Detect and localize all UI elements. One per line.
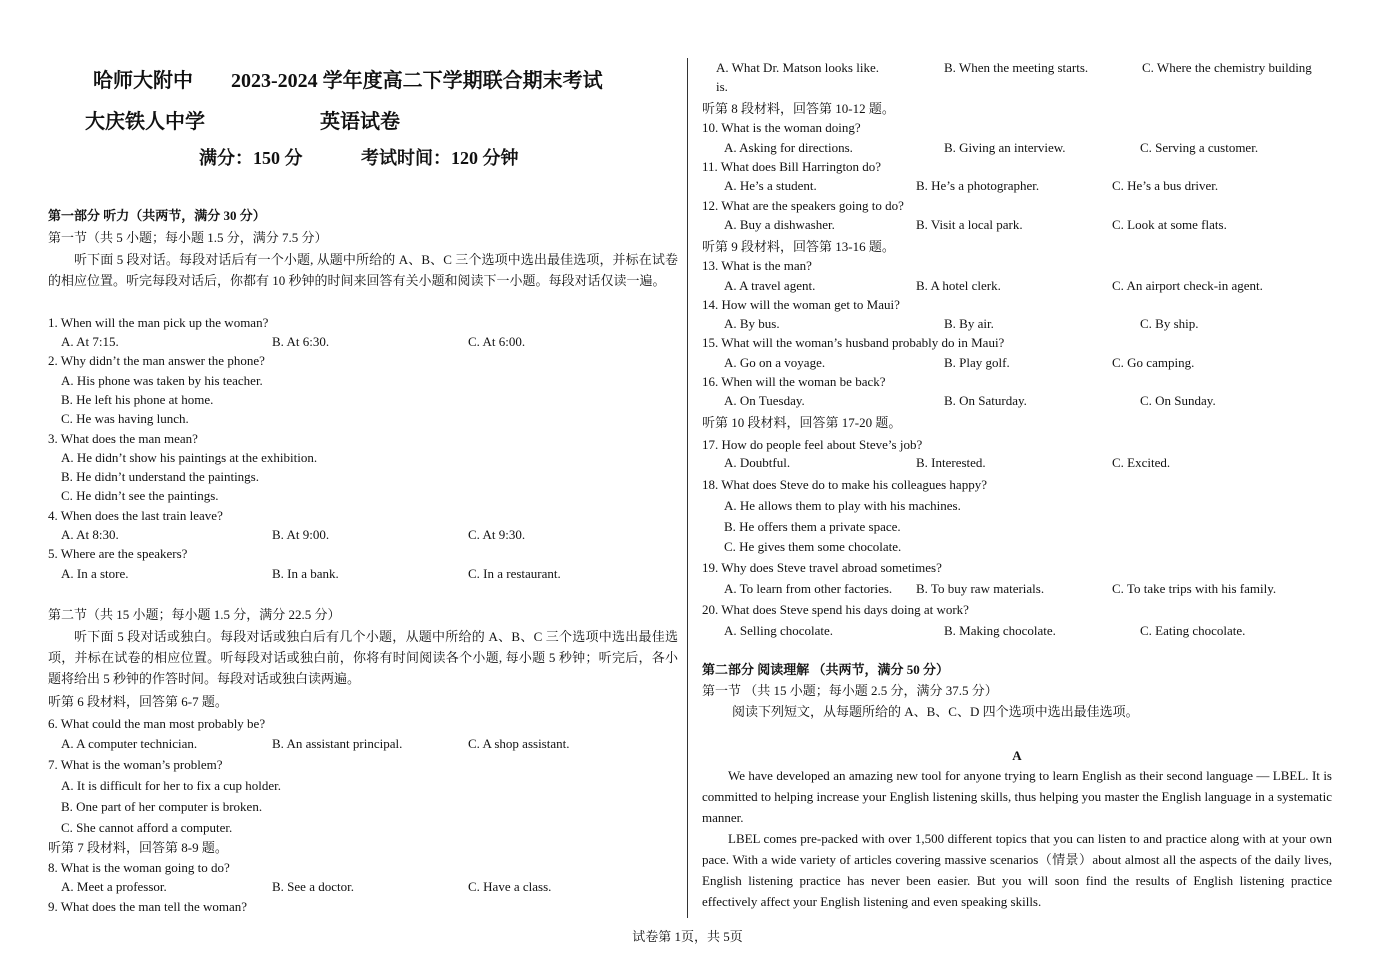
q1-stem: 1. When will the man pick up the woman?	[48, 315, 269, 330]
q13-stem: 13. What is the man?	[702, 258, 812, 273]
q4-option-b: B. At 9:00.	[272, 527, 330, 542]
q13-option-a: A. A travel agent.	[724, 278, 816, 293]
q17-stem: 17. How do people feel about Steve’s job?	[702, 437, 923, 452]
q16-stem: 16. When will the woman be back?	[702, 374, 886, 389]
q19-option-c: C. To take trips with his family.	[1112, 581, 1277, 596]
q14-stem: 14. How will the woman get to Maui?	[702, 297, 900, 312]
q10-option-b: B. Giving an interview.	[944, 140, 1066, 155]
material-7-label: 听第 7 段材料，回答第 8-9 题。	[48, 840, 228, 855]
q14-option-b: B. By air.	[944, 316, 994, 331]
q5-option-c: C. In a restaurant.	[468, 566, 561, 581]
q1-option-c: C. At 6:00.	[468, 334, 526, 349]
q8-option-c: C. Have a class.	[468, 879, 552, 894]
q3-stem: 3. What does the man mean?	[48, 431, 198, 446]
q11-stem: 11. What does Bill Harrington do?	[702, 159, 882, 174]
q1-option-b: B. At 6:30.	[272, 334, 330, 349]
q20-option-a: A. Selling chocolate.	[724, 623, 834, 638]
q15-option-b: B. Play golf.	[944, 355, 1010, 370]
q16-option-b: B. On Saturday.	[944, 393, 1027, 408]
part1-section2-instructions: 听下面 5 段对话或独白。每段对话或独白后有几个小题，从题中所给的 A、B、C 三个选项中选出最佳选项，并标在试卷的相应位置。听每段对话或独白前，你将有时间阅读各个小题, 每小题 5 秒钟；听完后，各小题将给出 5 秒钟的作答时间。每段对话或独白读两遍。	[48, 629, 678, 686]
material-9-label: 听第 9 段材料，回答第 13-16 题。	[702, 239, 895, 254]
q8-option-a: A. Meet a professor.	[61, 879, 167, 894]
q12-option-c: C. Look at some flats.	[1112, 217, 1227, 232]
q6-option-b: B. An assistant principal.	[272, 736, 403, 751]
q16-option-c: C. On Sunday.	[1140, 393, 1216, 408]
q10-stem: 10. What is the woman doing?	[702, 120, 861, 135]
q9-option-b: B. When the meeting starts.	[944, 60, 1089, 75]
q15-option-a: A. Go on a voyage.	[724, 355, 826, 370]
q13-option-c: C. An airport check-in agent.	[1112, 278, 1263, 293]
q20-stem: 20. What does Steve spend his days doing at work?	[702, 602, 969, 617]
school-name-2: 大庆铁人中学	[85, 111, 205, 133]
q3-option-c: C. He didn’t see the paintings.	[61, 488, 219, 503]
q17-option-c: C. Excited.	[1112, 455, 1171, 470]
q16-option-a: A. On Tuesday.	[724, 393, 805, 408]
q18-stem: 18. What does Steve do to make his colleagues happy?	[702, 477, 987, 492]
q6-option-c: C. A shop assistant.	[468, 736, 570, 751]
total-score: 满分：150 分	[199, 148, 303, 168]
q11-option-c: C. He’s a bus driver.	[1112, 178, 1219, 193]
q10-option-c: C. Serving a customer.	[1140, 140, 1259, 155]
part2-title: 第二部分 阅读理解 （共两节，满分 50 分）	[702, 662, 950, 677]
q19-option-a: A. To learn from other factories.	[724, 581, 893, 596]
part2-section1-title: 第一节 （共 15 小题；每小题 2.5 分，满分 37.5 分）	[702, 683, 998, 698]
q12-option-a: A. Buy a dishwasher.	[724, 217, 835, 232]
page-footer: 试卷第 1页，共 5页	[632, 929, 743, 944]
passage-a-paragraph-2: LBEL comes pre-packed with over 1,500 different topics that you can listen to and practice along with at your own pace. With a wide variety of articles covering massive scenarios（情景）about almost all the aspects of the daily lives, English listening practice has never been easier. But you will soon find the results of English listening practice effectively affect your English listening and even speaking skills.	[702, 831, 1332, 909]
q7-stem: 7. What is the woman’s problem?	[48, 757, 223, 772]
q10-option-a: A. Asking for directions.	[724, 140, 853, 155]
q8-option-b: B. See a doctor.	[272, 879, 354, 894]
q19-stem: 19. Why does Steve travel abroad sometimes?	[702, 560, 942, 575]
q9-option-c: C. Where the chemistry building	[1142, 60, 1312, 75]
material-6-label: 听第 6 段材料，回答第 6-7 题。	[48, 694, 228, 709]
q2-option-c: C. He was having lunch.	[61, 411, 189, 426]
part1-title: 第一部分 听力（共两节，满分 30 分）	[48, 208, 266, 223]
q4-option-a: A. At 8:30.	[61, 527, 119, 542]
q7-option-a: A. It is difficult for her to fix a cup holder.	[61, 778, 281, 793]
q6-stem: 6. What could the man most probably be?	[48, 716, 266, 731]
q19-option-b: B. To buy raw materials.	[916, 581, 1045, 596]
q15-option-c: C. Go camping.	[1112, 355, 1195, 370]
q9-option-c-wrap: is.	[716, 79, 728, 94]
q20-option-c: C. Eating chocolate.	[1140, 623, 1246, 638]
q11-option-a: A. He’s a student.	[724, 178, 817, 193]
exam-duration: 考试时间：120 分钟	[361, 148, 519, 168]
q2-option-a: A. His phone was taken by his teacher.	[61, 373, 263, 388]
school-name-1: 哈师大附中	[93, 70, 193, 92]
q5-option-b: B. In a bank.	[272, 566, 339, 581]
q17-option-a: A. Doubtful.	[724, 455, 791, 470]
q13-option-b: B. A hotel clerk.	[916, 278, 1001, 293]
q5-option-a: A. In a store.	[61, 566, 129, 581]
q9-stem: 9. What does the man tell the woman?	[48, 899, 248, 914]
q12-stem: 12. What are the speakers going to do?	[702, 198, 904, 213]
q6-option-a: A. A computer technician.	[61, 736, 198, 751]
q14-option-c: C. By ship.	[1140, 316, 1199, 331]
q12-option-b: B. Visit a local park.	[916, 217, 1023, 232]
q7-option-b: B. One part of her computer is broken.	[61, 799, 263, 814]
q8-stem: 8. What is the woman going to do?	[48, 860, 230, 875]
q17-option-b: B. Interested.	[916, 455, 986, 470]
material-10-label: 听第 10 段材料，回答第 17-20 题。	[702, 415, 902, 430]
q18-option-b: B. He offers them a private space.	[724, 519, 901, 534]
part1-section1-title: 第一节（共 5 小题；每小题 1.5 分，满分 7.5 分）	[48, 230, 328, 245]
passage-a-label: A	[1012, 748, 1022, 763]
passage-a-paragraph-1: We have developed an amazing new tool for anyone trying to learn English as their second language — LBEL. It is committed to helping increase your English listening skills, thus helping you master the English language in a systematic manner.	[702, 768, 1332, 825]
part1-section2-title: 第二节（共 15 小题；每小题 1.5 分，满分 22.5 分）	[48, 607, 341, 622]
column-divider	[687, 58, 688, 918]
q4-option-c: C. At 9:30.	[468, 527, 526, 542]
q3-option-a: A. He didn’t show his paintings at the exhibition.	[61, 450, 318, 465]
q11-option-b: B. He’s a photographer.	[916, 178, 1040, 193]
q7-option-c: C. She cannot afford a computer.	[61, 820, 233, 835]
q4-stem: 4. When does the last train leave?	[48, 508, 223, 523]
q3-option-b: B. He didn’t understand the paintings.	[61, 469, 259, 484]
exam-title: 2023-2024 学年度高二下学期联合期末考试	[231, 70, 603, 92]
q18-option-a: A. He allows them to play with his machines.	[724, 498, 961, 513]
material-8-label: 听第 8 段材料，回答第 10-12 题。	[702, 101, 895, 116]
q20-option-b: B. Making chocolate.	[944, 623, 1056, 638]
q2-stem: 2. Why didn’t the man answer the phone?	[48, 353, 265, 368]
part1-section1-instructions: 听下面 5 段对话。每段对话后有一个小题, 从题中所给的 A、B、C 三个选项中选出最佳选项，并标在试卷的相应位置。听完每段对话后，你都有 10 秒钟的时间来回答有关小题和阅读下一小题。每段对话仅读一遍。	[48, 252, 678, 288]
exam-subject: 英语试卷	[320, 111, 400, 133]
q18-option-c: C. He gives them some chocolate.	[724, 539, 902, 554]
q2-option-b: B. He left his phone at home.	[61, 392, 214, 407]
part2-instructions: 阅读下列短文，从每题所给的 A、B、C、D 四个选项中选出最佳选项。	[732, 704, 1139, 719]
q9-option-a: A. What Dr. Matson looks like.	[716, 60, 879, 75]
q1-option-a: A. At 7:15.	[61, 334, 119, 349]
q14-option-a: A. By bus.	[724, 316, 780, 331]
q5-stem: 5. Where are the speakers?	[48, 546, 188, 561]
q15-stem: 15. What will the woman’s husband probably do in Maui?	[702, 335, 1005, 350]
